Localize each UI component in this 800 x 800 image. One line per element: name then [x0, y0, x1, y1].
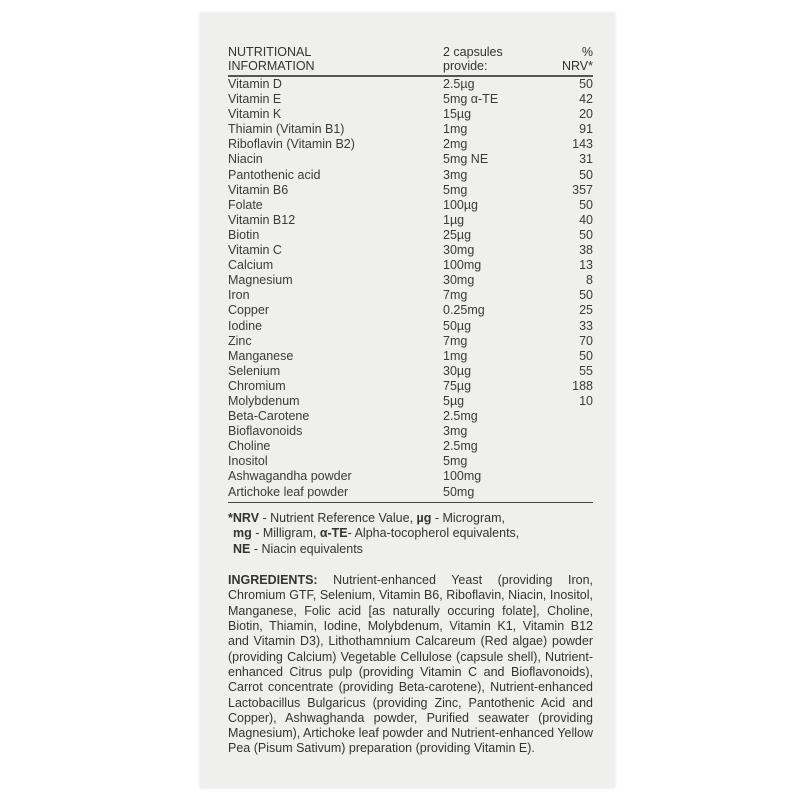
footnote-key: mg [233, 526, 252, 541]
nutrient-amount: 100mg [443, 469, 482, 484]
nutrient-name: Zinc [228, 333, 252, 348]
nutrient-name: Molybdenum [228, 393, 300, 408]
table-row [228, 198, 593, 213]
table-row [228, 409, 593, 424]
table-row [228, 228, 593, 243]
nutrient-amount: 2mg [443, 137, 468, 152]
nutrient-name: Riboflavin (Vitamin B2) [228, 137, 355, 152]
nutrient-nrv [553, 454, 593, 469]
footnote-text: - Niacin equivalents [250, 541, 363, 556]
nutrition-panel [228, 45, 593, 757]
nutrient-nrv: 357 [572, 182, 593, 197]
table-row [228, 152, 593, 167]
nutrient-nrv: 33 [579, 318, 593, 333]
table-row [228, 273, 593, 288]
table-row [228, 213, 593, 228]
nutrient-amount: 2.5mg [443, 409, 478, 424]
header-text: provide: [443, 59, 488, 73]
nutrient-amount: 1µg [443, 212, 465, 227]
nutrient-name: Choline [228, 439, 271, 454]
nutrient-nrv: 10 [579, 393, 593, 408]
nutrient-nrv: 31 [579, 152, 593, 167]
footnote-key: µg [416, 510, 432, 525]
nutrient-nrv: 40 [579, 212, 593, 227]
nutrient-amount: 30mg [443, 243, 475, 258]
footnote-line [228, 526, 593, 542]
footnote-text: - Milligram, [251, 526, 320, 541]
table-row [228, 288, 593, 303]
footnote-text: - Nutrient Reference Value, [259, 510, 417, 525]
nutrient-name: Artichoke leaf powder [228, 484, 349, 499]
nutrient-amount: 25µg [443, 227, 472, 242]
nutrient-nrv: 188 [572, 378, 593, 393]
nutrient-nrv [553, 409, 593, 424]
nutrient-nrv: 13 [579, 258, 593, 273]
nutrient-amount: 30mg [443, 273, 475, 288]
nutrient-nrv: 38 [579, 243, 593, 258]
ingredients-text: Nutrient-enhanced Yeast (providing Iron, Chromium GTF, Selenium, Vitamin B6, Riboflavin, Niacin, Inositol, Manganese, Folic acid [as naturally occuring folate], Choline, Biotin, Thiamin, Iodine, Molybdenum, Vitamin K1, Vitamin B12 and Vitamin D3), Lithothamnium Calcareum (Red algae) powder (providing Calcium) Vegetable Cellulose (capsule shell), Nutrient-enhanced Citrus pulp (providing Vitamin C and Bioflavonoids), Carrot concentrate (providing Beta-carotene), Nutrient-enhanced Lactobacillus Bulgaricus (providing Zinc, Pantothenic Acid and Copper), Ashwaghanda powder, Purified seawater (providing Magnesium), Artichoke leaf powder and Nutrient-enhanced Yellow Pea (Pisum Sativum) preparation (providing Vitamin E). [228, 573, 593, 756]
nutrient-amount: 0.25mg [443, 303, 485, 318]
nutrient-amount: 7mg [443, 333, 468, 348]
table-row [228, 424, 593, 439]
nutrient-amount: 2.5mg [443, 439, 478, 454]
footnote-text: - Microgram, [431, 510, 505, 525]
nutrient-amount: 50µg [443, 318, 472, 333]
header-text: 2 capsules [443, 45, 503, 59]
nutrient-name: Chromium [228, 378, 286, 393]
nutrient-name: Thiamin (Vitamin B1) [228, 122, 345, 137]
nutrient-amount: 1mg [443, 348, 468, 363]
nutrient-amount: 5mg [443, 454, 468, 469]
nutrient-name: Vitamin K [228, 107, 282, 122]
nutrient-amount: 5µg [443, 393, 465, 408]
nutrient-amount: 15µg [443, 107, 472, 122]
nutrient-nrv: 25 [579, 303, 593, 318]
nutrient-name: Vitamin C [228, 243, 282, 258]
nutrient-nrv: 55 [579, 363, 593, 378]
nutrient-name: Magnesium [228, 273, 293, 288]
table-row [228, 334, 593, 349]
nutrition-rows [228, 77, 593, 500]
nutrient-name: Beta-Carotene [228, 409, 310, 424]
nutrient-name: Vitamin D [228, 77, 282, 91]
nutrient-nrv: 20 [579, 107, 593, 122]
nutrient-amount: 5mg [443, 182, 468, 197]
table-row [228, 92, 593, 107]
table-row [228, 183, 593, 198]
footnote-key: *NRV [228, 510, 260, 525]
nutrient-nrv: 50 [579, 227, 593, 242]
table-row [228, 137, 593, 152]
nutrient-name: Manganese [228, 348, 294, 363]
table-row [228, 439, 593, 454]
footnote-line [228, 542, 593, 558]
nutrient-nrv: 70 [579, 333, 593, 348]
nutrient-name: Ashwagandha powder [228, 469, 352, 484]
nutrient-name: Folate [228, 197, 263, 212]
table-row [228, 319, 593, 334]
nutrient-name: Iron [228, 288, 250, 303]
nutrient-amount: 2.5µg [443, 77, 475, 91]
ingredients-label: INGREDIENTS: [228, 573, 318, 588]
header-nrv [553, 45, 593, 73]
nutrient-nrv: 8 [586, 273, 593, 288]
nutrient-name: Calcium [228, 258, 274, 273]
nutrient-nrv: 91 [579, 122, 593, 137]
nutrient-nrv: 50 [579, 167, 593, 182]
nutrient-amount: 30µg [443, 363, 472, 378]
header-text: % [581, 45, 593, 59]
nutrient-name: Vitamin B12 [228, 212, 296, 227]
product-box-panel [200, 13, 615, 788]
table-row [228, 454, 593, 469]
nutrient-name: Bioflavonoids [228, 424, 303, 439]
nutrient-nrv: 42 [579, 92, 593, 107]
table-row [228, 485, 593, 500]
nutrient-nrv [553, 469, 593, 484]
header-text: NUTRITIONAL [228, 45, 312, 59]
footnote-text: - Alpha-tocopherol equivalents, [347, 526, 520, 541]
nutrient-amount: 3mg [443, 424, 468, 439]
table-row [228, 243, 593, 258]
nutrient-name: Vitamin E [228, 92, 282, 107]
nutrient-name: Copper [228, 303, 269, 318]
nutrient-amount: 3mg [443, 167, 468, 182]
nutrient-nrv [553, 424, 593, 439]
header-text: NRV* [561, 59, 593, 73]
nutrient-name: Niacin [228, 152, 263, 167]
nutrient-name: Vitamin B6 [228, 182, 289, 197]
table-row [228, 469, 593, 484]
table-row [228, 364, 593, 379]
table-header [228, 45, 593, 73]
nutrient-nrv: 143 [572, 137, 593, 152]
table-row [228, 168, 593, 183]
nutrient-nrv [553, 439, 593, 454]
nutrient-name: Pantothenic acid [228, 167, 321, 182]
nutrient-amount: 100µg [443, 197, 479, 212]
table-row [228, 107, 593, 122]
nutrient-nrv: 50 [579, 348, 593, 363]
nutrient-name: Biotin [228, 227, 260, 242]
ingredients [228, 573, 593, 757]
footnote [228, 511, 593, 558]
nutrient-name: Inositol [228, 454, 268, 469]
table-row [228, 77, 593, 92]
nutrient-nrv: 50 [579, 77, 593, 91]
nutrient-amount: 50mg [443, 484, 475, 499]
header-amount [443, 45, 553, 73]
header-text: INFORMATION [228, 59, 315, 73]
nutrient-amount: 5mg NE [443, 152, 489, 167]
table-row [228, 349, 593, 364]
nutrient-amount: 7mg [443, 288, 468, 303]
nutrient-amount: 1mg [443, 122, 468, 137]
footnote-key: α-TE [319, 526, 348, 541]
table-row [228, 394, 593, 409]
footnote-line [228, 511, 593, 527]
table-bottom-divider [228, 502, 593, 503]
table-row [228, 122, 593, 137]
table-row [228, 303, 593, 318]
table-row [228, 258, 593, 273]
table-row [228, 379, 593, 394]
nutrient-name: Iodine [228, 318, 263, 333]
nutrient-amount: 5mg α-TE [443, 92, 499, 107]
header-nutrient [228, 45, 443, 73]
nutrient-nrv [553, 485, 593, 500]
nutrient-amount: 100mg [443, 258, 482, 273]
footnote-key: NE [233, 541, 251, 556]
nutrient-nrv: 50 [579, 288, 593, 303]
nutrient-nrv: 50 [579, 197, 593, 212]
nutrient-amount: 75µg [443, 378, 472, 393]
nutrient-name: Selenium [228, 363, 281, 378]
